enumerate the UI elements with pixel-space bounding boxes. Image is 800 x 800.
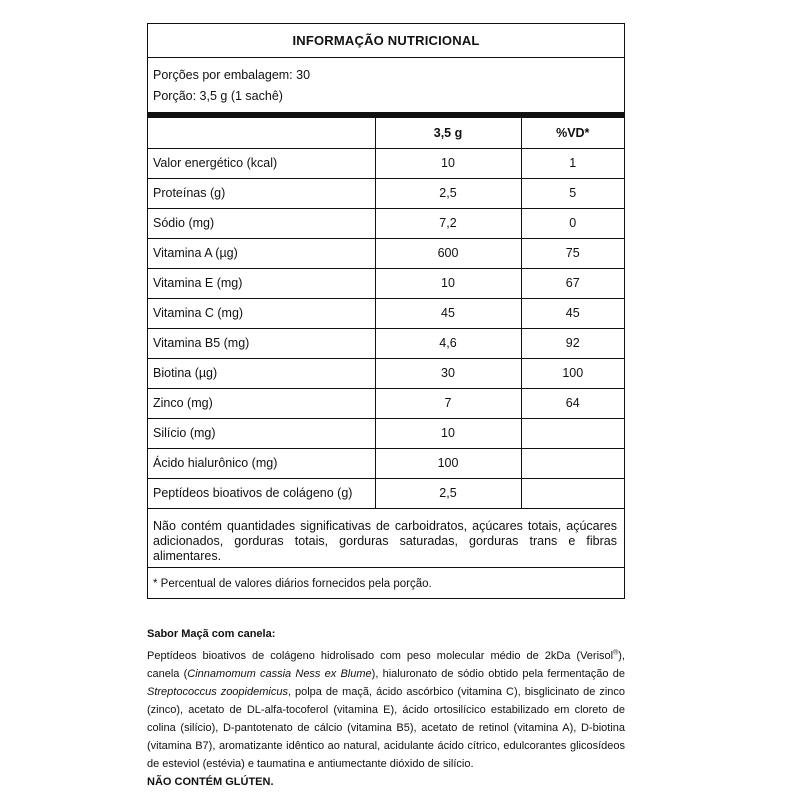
column-header-daily-value: %VD* [521, 118, 624, 148]
servings-info [148, 58, 624, 112]
nutrient-daily-value: 5 [521, 178, 624, 208]
table-row [148, 208, 624, 238]
table-row [148, 448, 624, 478]
nutrient-name: Vitamina E (mg) [148, 268, 375, 298]
nutrient-name: Silício (mg) [148, 418, 375, 448]
table-row [148, 298, 624, 328]
nutrient-daily-value: 92 [521, 328, 624, 358]
ingredients-section [147, 625, 625, 791]
nutrient-amount: 4,6 [375, 328, 521, 358]
ingredient-streptococcus-species: Streptococcus zoopidemicus [147, 686, 288, 698]
nutrition-facts-label [147, 23, 625, 599]
nutrition-table-body [148, 148, 624, 508]
ingredients-part-2: ), canela ( [147, 650, 625, 680]
nutrient-amount: 100 [375, 448, 521, 478]
table-row [148, 328, 624, 358]
table-row [148, 238, 624, 268]
ingredients-title: Sabor Maçã com canela: [147, 628, 276, 640]
nutrient-name: Vitamina A (µg) [148, 238, 375, 268]
column-header-nutrient [148, 118, 375, 148]
serving-size: Porção: 3,5 g (1 sachê) [153, 88, 283, 103]
daily-value-footnote: * Percentual de valores diários fornecidos pela porção. [153, 577, 432, 590]
ingredient-cinnamon-species: Cinnamomum cassia Ness ex Blume [187, 668, 372, 680]
nutrient-daily-value: 1 [521, 148, 624, 178]
table-row [148, 478, 624, 508]
nutrient-name: Zinco (mg) [148, 388, 375, 418]
nutrient-daily-value [521, 448, 624, 478]
nutrient-amount: 2,5 [375, 478, 521, 508]
nutrient-daily-value: 0 [521, 208, 624, 238]
nutrient-amount: 2,5 [375, 178, 521, 208]
servings-per-package: Porções por embalagem: 30 [153, 67, 311, 82]
column-header-amount: 3,5 g [375, 118, 521, 148]
nutrient-daily-value: 75 [521, 238, 624, 268]
table-row [148, 178, 624, 208]
nutrient-name: Proteínas (g) [148, 178, 375, 208]
nutrient-name: Sódio (mg) [148, 208, 375, 238]
table-row [148, 358, 624, 388]
registered-mark: ® [613, 649, 619, 657]
ingredients-part-1: Peptídeos bioativos de colágeno hidrolisado com peso molecular médio de 2kDa (Verisol [147, 650, 614, 662]
ingredients-text [147, 647, 625, 773]
ingredients-part-3: ), hialuronato de sódio obtido pela fermentação de [371, 668, 625, 680]
table-row [148, 418, 624, 448]
nutrition-table [148, 118, 624, 509]
nutrient-amount: 7,2 [375, 208, 521, 238]
nutrient-daily-value: 100 [521, 358, 624, 388]
nutrient-daily-value: 45 [521, 298, 624, 328]
nutrient-amount: 10 [375, 418, 521, 448]
nutrient-daily-value [521, 478, 624, 508]
nutrient-amount: 600 [375, 238, 521, 268]
nutrient-amount: 7 [375, 388, 521, 418]
table-row [148, 388, 624, 418]
nutrient-name: Peptídeos bioativos de colágeno (g) [148, 478, 375, 508]
insignificant-amounts-note: Não contém quantidades significativas de carboidratos, açúcares totais, açúcares adicionados, gorduras totais, gorduras saturadas, gorduras trans e fibras alimentares. [148, 509, 624, 568]
nutrient-name: Vitamina B5 (mg) [148, 328, 375, 358]
nutrient-daily-value: 67 [521, 268, 624, 298]
nutrient-name: Valor energético (kcal) [148, 148, 375, 178]
gluten-statement: NÃO CONTÉM GLÚTEN. [147, 776, 274, 788]
nutrient-amount: 10 [375, 268, 521, 298]
table-row [148, 148, 624, 178]
nutrient-daily-value [521, 418, 624, 448]
table-header-row [148, 118, 624, 148]
nutrient-name: Vitamina C (mg) [148, 298, 375, 328]
nutrient-daily-value: 64 [521, 388, 624, 418]
ingredients-part-4: , polpa de maçã, ácido ascórbico (vitamina C), bisglicinato de zinco (zinco), acetato de DL-alfa-tocoferol (vitamina E), ácido ortosilícico estabilizado em cloreto de colina (silício), D-pantotenato de cálcio (vitamina B5), acetato de retinol (vitamina A), D-biotina (vitamina B7), aromatizante idêntico ao natural, acidulante ácido cítrico, edulcorantes glicosídeos de esteviol (estévia) e taumatina e antiumectante dióxido de silício. [147, 686, 626, 770]
nutrient-name: Ácido hialurônico (mg) [148, 448, 375, 478]
nutrient-amount: 10 [375, 148, 521, 178]
nutrient-name: Biotina (µg) [148, 358, 375, 388]
table-row [148, 268, 624, 298]
label-title: INFORMAÇÃO NUTRICIONAL [148, 24, 624, 58]
nutrient-amount: 30 [375, 358, 521, 388]
nutrient-amount: 45 [375, 298, 521, 328]
